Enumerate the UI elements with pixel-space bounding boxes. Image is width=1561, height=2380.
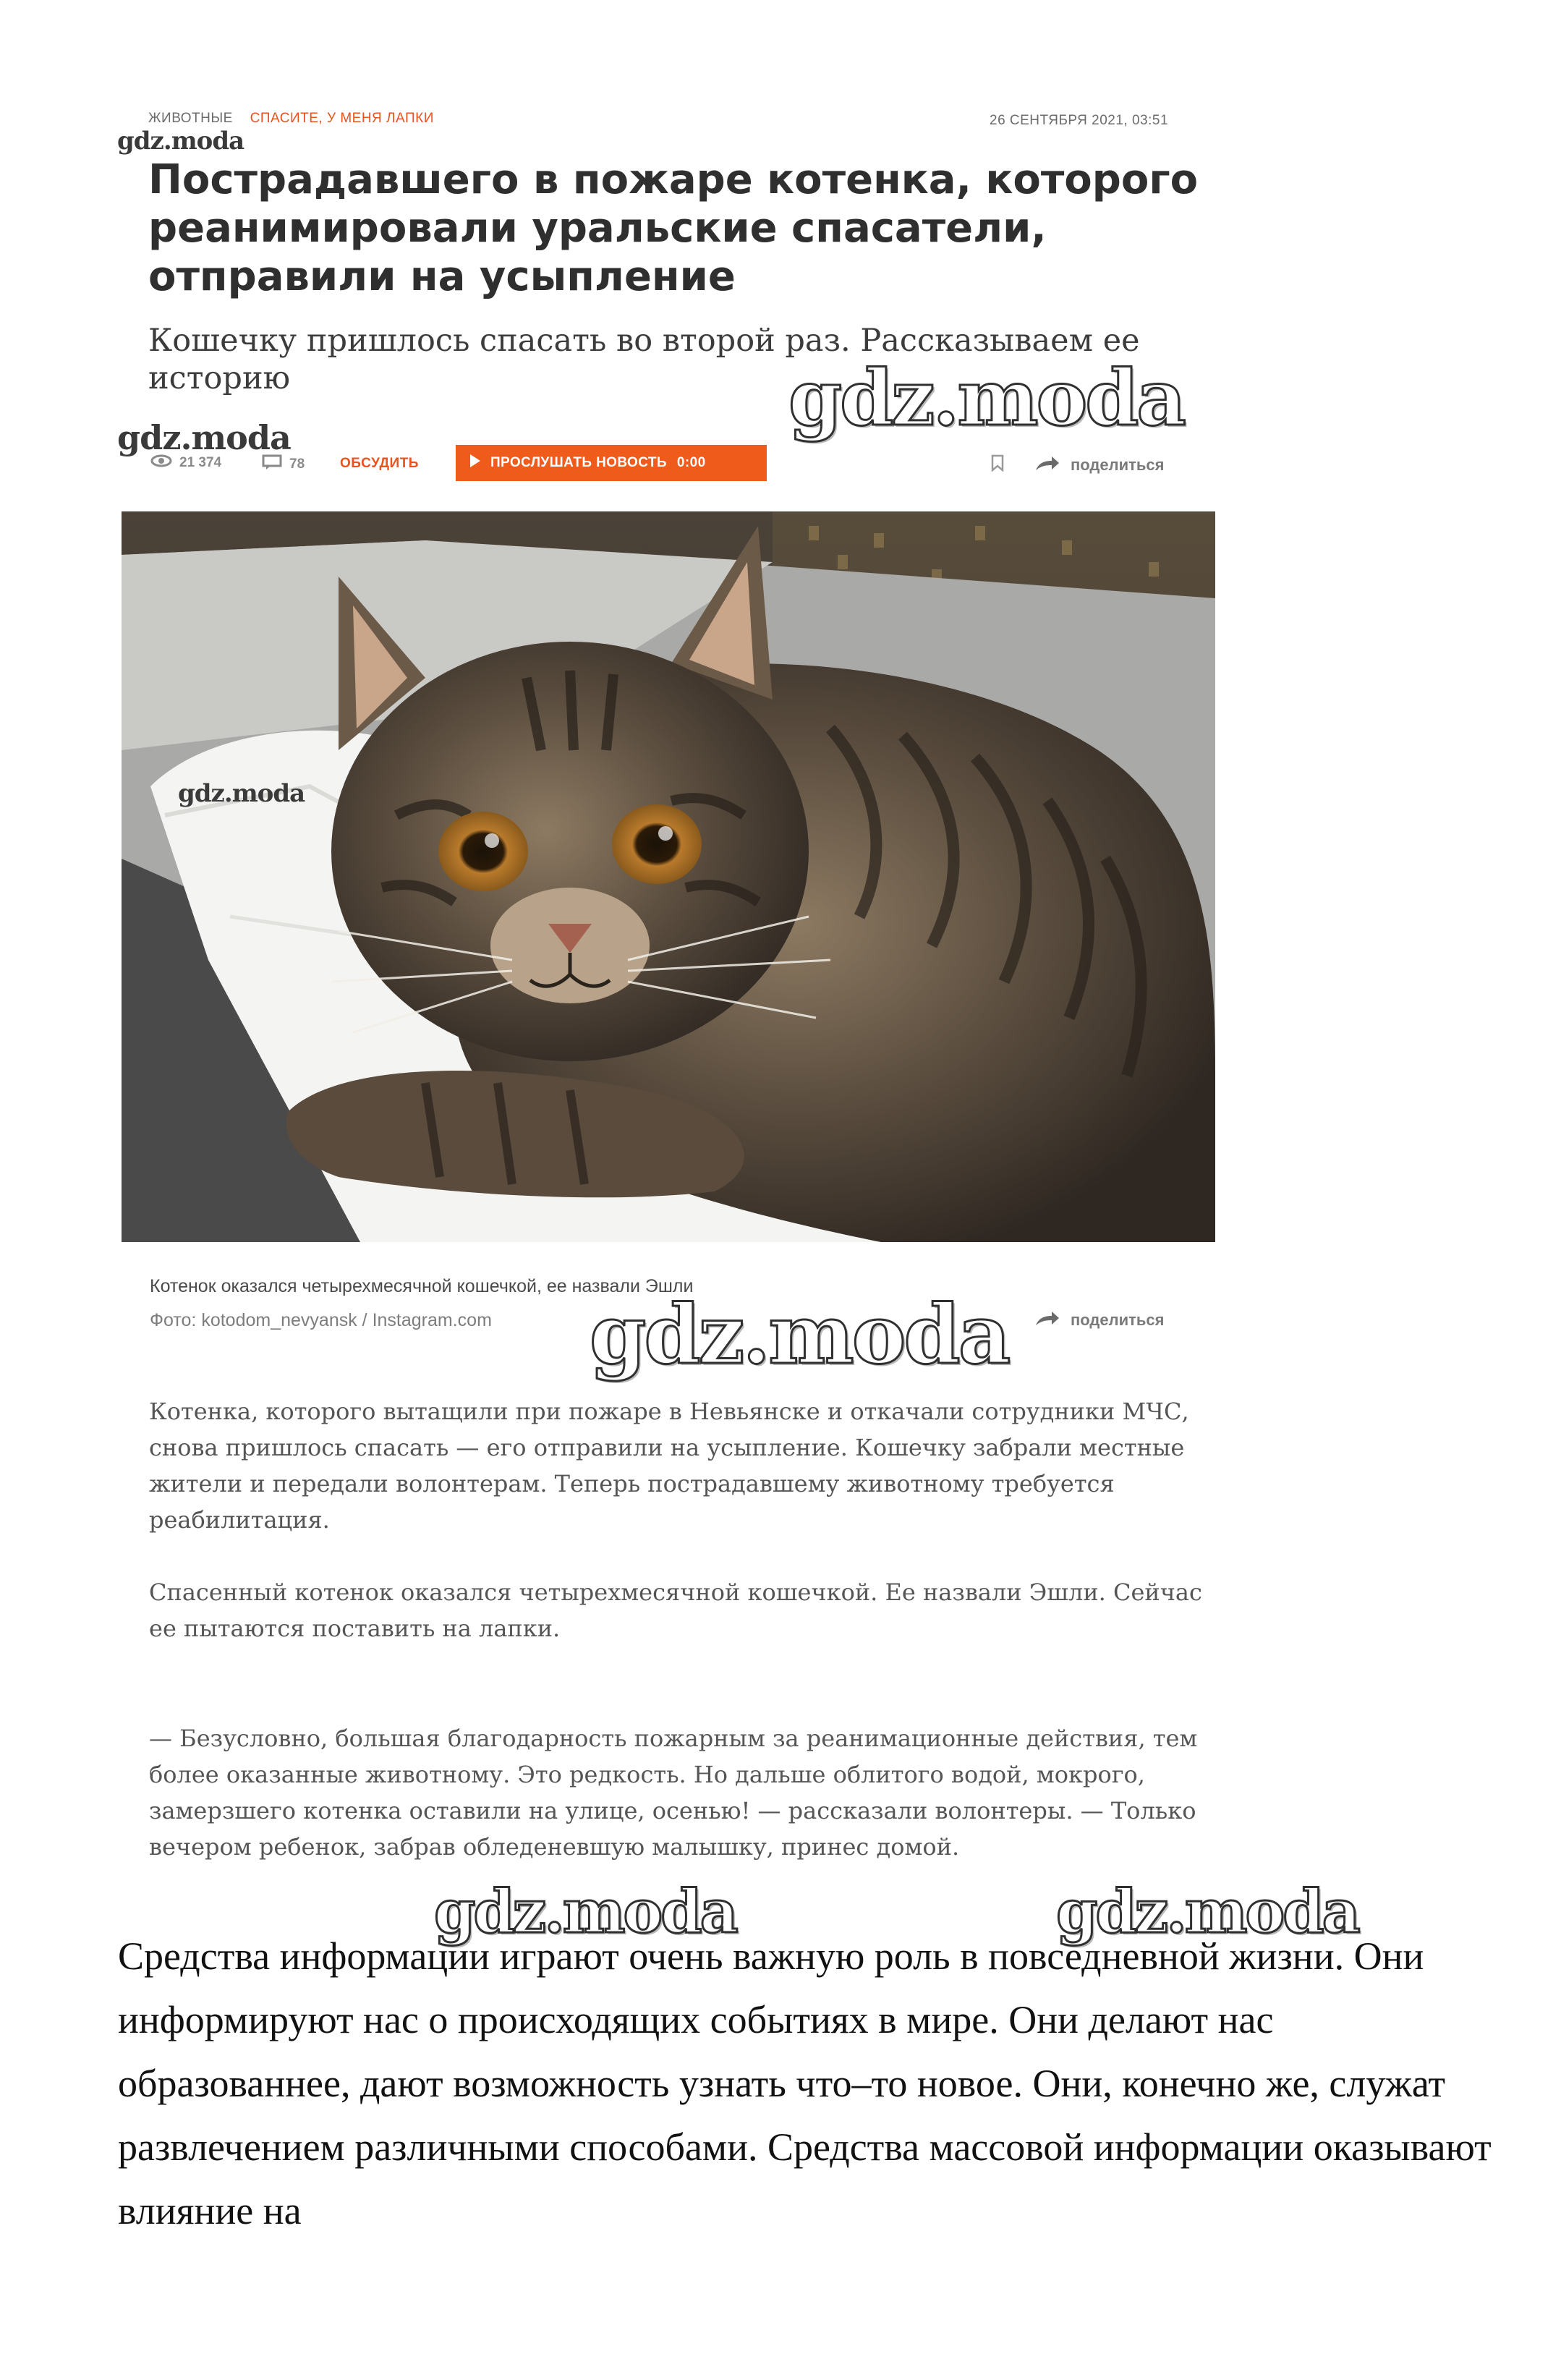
share-label: поделиться — [1071, 1311, 1165, 1329]
comments-count: 78 — [289, 456, 305, 472]
watermark-large: gdz.moda — [788, 352, 1184, 443]
essay-text: Средства информации играют очень важную роль в повседневной жизни. Они информируют нас о происходящих событиях в мире. Они делают нас образованнее, дают возможность узнать что–то новое. Они, конечно же, служат развлечением различными способами. Средства массовой информации оказывают влияние на — [118, 1934, 1492, 2232]
share-arrow-icon — [1034, 454, 1060, 476]
comment-icon — [262, 454, 282, 475]
share-arrow-icon — [1034, 1309, 1060, 1331]
article-paragraph-2-wrap — [149, 1574, 1212, 1646]
article-paragraph: Спасенный котенок оказался четырехмесячной кошечкой. Ее назвали Эшли. Сейчас ее пытаются поставить на лапки. — [149, 1578, 1202, 1642]
watermark-large: gdz.moda — [590, 1288, 1009, 1382]
article-title: Пострадавшего в пожаре котенка, которого реанимировали уральские спасатели, отправили на усыпление — [148, 156, 1199, 300]
article-lead: Кошечку пришлось спасать во второй раз. Рассказываем ее историю — [148, 323, 1140, 396]
share-button[interactable] — [1034, 454, 1165, 476]
watermark-small: gdz.moda — [117, 418, 291, 457]
article-paragraph-1-wrap — [149, 1393, 1212, 1538]
bookmark-icon[interactable] — [991, 454, 1004, 475]
watermark-small: gdz.moda — [178, 779, 305, 808]
share-label: поделиться — [1071, 456, 1165, 474]
article-quote: — Безусловно, большая благодарность пожарным за реанимационные действия, тем более оказанные животному. Это редкость. Но дальше облитого водой, мокрого, замерзшего котенка оставили на улице, осенью! — рассказали волонтеры. — Только вечером ребенок, забрав обледеневшую малышку, принес домой. — [149, 1725, 1198, 1861]
watermark-small: gdz.moda — [117, 127, 244, 156]
play-icon — [470, 454, 480, 472]
discuss-link[interactable]: ОБСУДИТЬ — [340, 456, 419, 471]
essay-wrap — [118, 1924, 1514, 2243]
watermark-large: gdz.moda — [1056, 1877, 1358, 1947]
views-counter — [150, 454, 221, 472]
views-count: 21 374 — [179, 455, 222, 470]
publish-date: 26 СЕНТЯБРЯ 2021, 03:51 — [990, 113, 1169, 128]
article-title-wrap — [148, 156, 1233, 301]
article-photo — [122, 511, 1215, 1242]
watermark-large: gdz.moda — [434, 1877, 736, 1947]
listen-time: 0:00 — [676, 455, 706, 470]
photo-caption: Котенок оказался четырехмесячной кошечкой, ее назвали Эшли — [150, 1276, 694, 1296]
listen-label: ПРОСЛУШАТЬ НОВОСТЬ — [490, 455, 667, 470]
photo-share-button[interactable] — [1034, 1309, 1165, 1331]
rubric-link[interactable]: ЖИВОТНЫЕ — [148, 111, 233, 126]
article-paragraph: Котенка, которого вытащили при пожаре в Невьянске и откачали сотрудники МЧС, снова пришлось спасать — его отправили на усыпление. Кошечку забрали местные жители и передали волонтерам. Теперь пострадавшему животному требуется реабилитация. — [149, 1398, 1189, 1534]
listen-news-button[interactable] — [456, 445, 767, 481]
tag-link[interactable]: СПАСИТЕ, У МЕНЯ ЛАПКИ — [250, 111, 434, 126]
article-quote-wrap — [149, 1720, 1212, 1865]
eye-icon — [150, 454, 172, 472]
photo-credit: Фото: kotodom_nevyansk / Instagram.com — [150, 1310, 492, 1330]
article-header-meta — [148, 111, 434, 127]
comments-counter[interactable] — [262, 454, 305, 475]
